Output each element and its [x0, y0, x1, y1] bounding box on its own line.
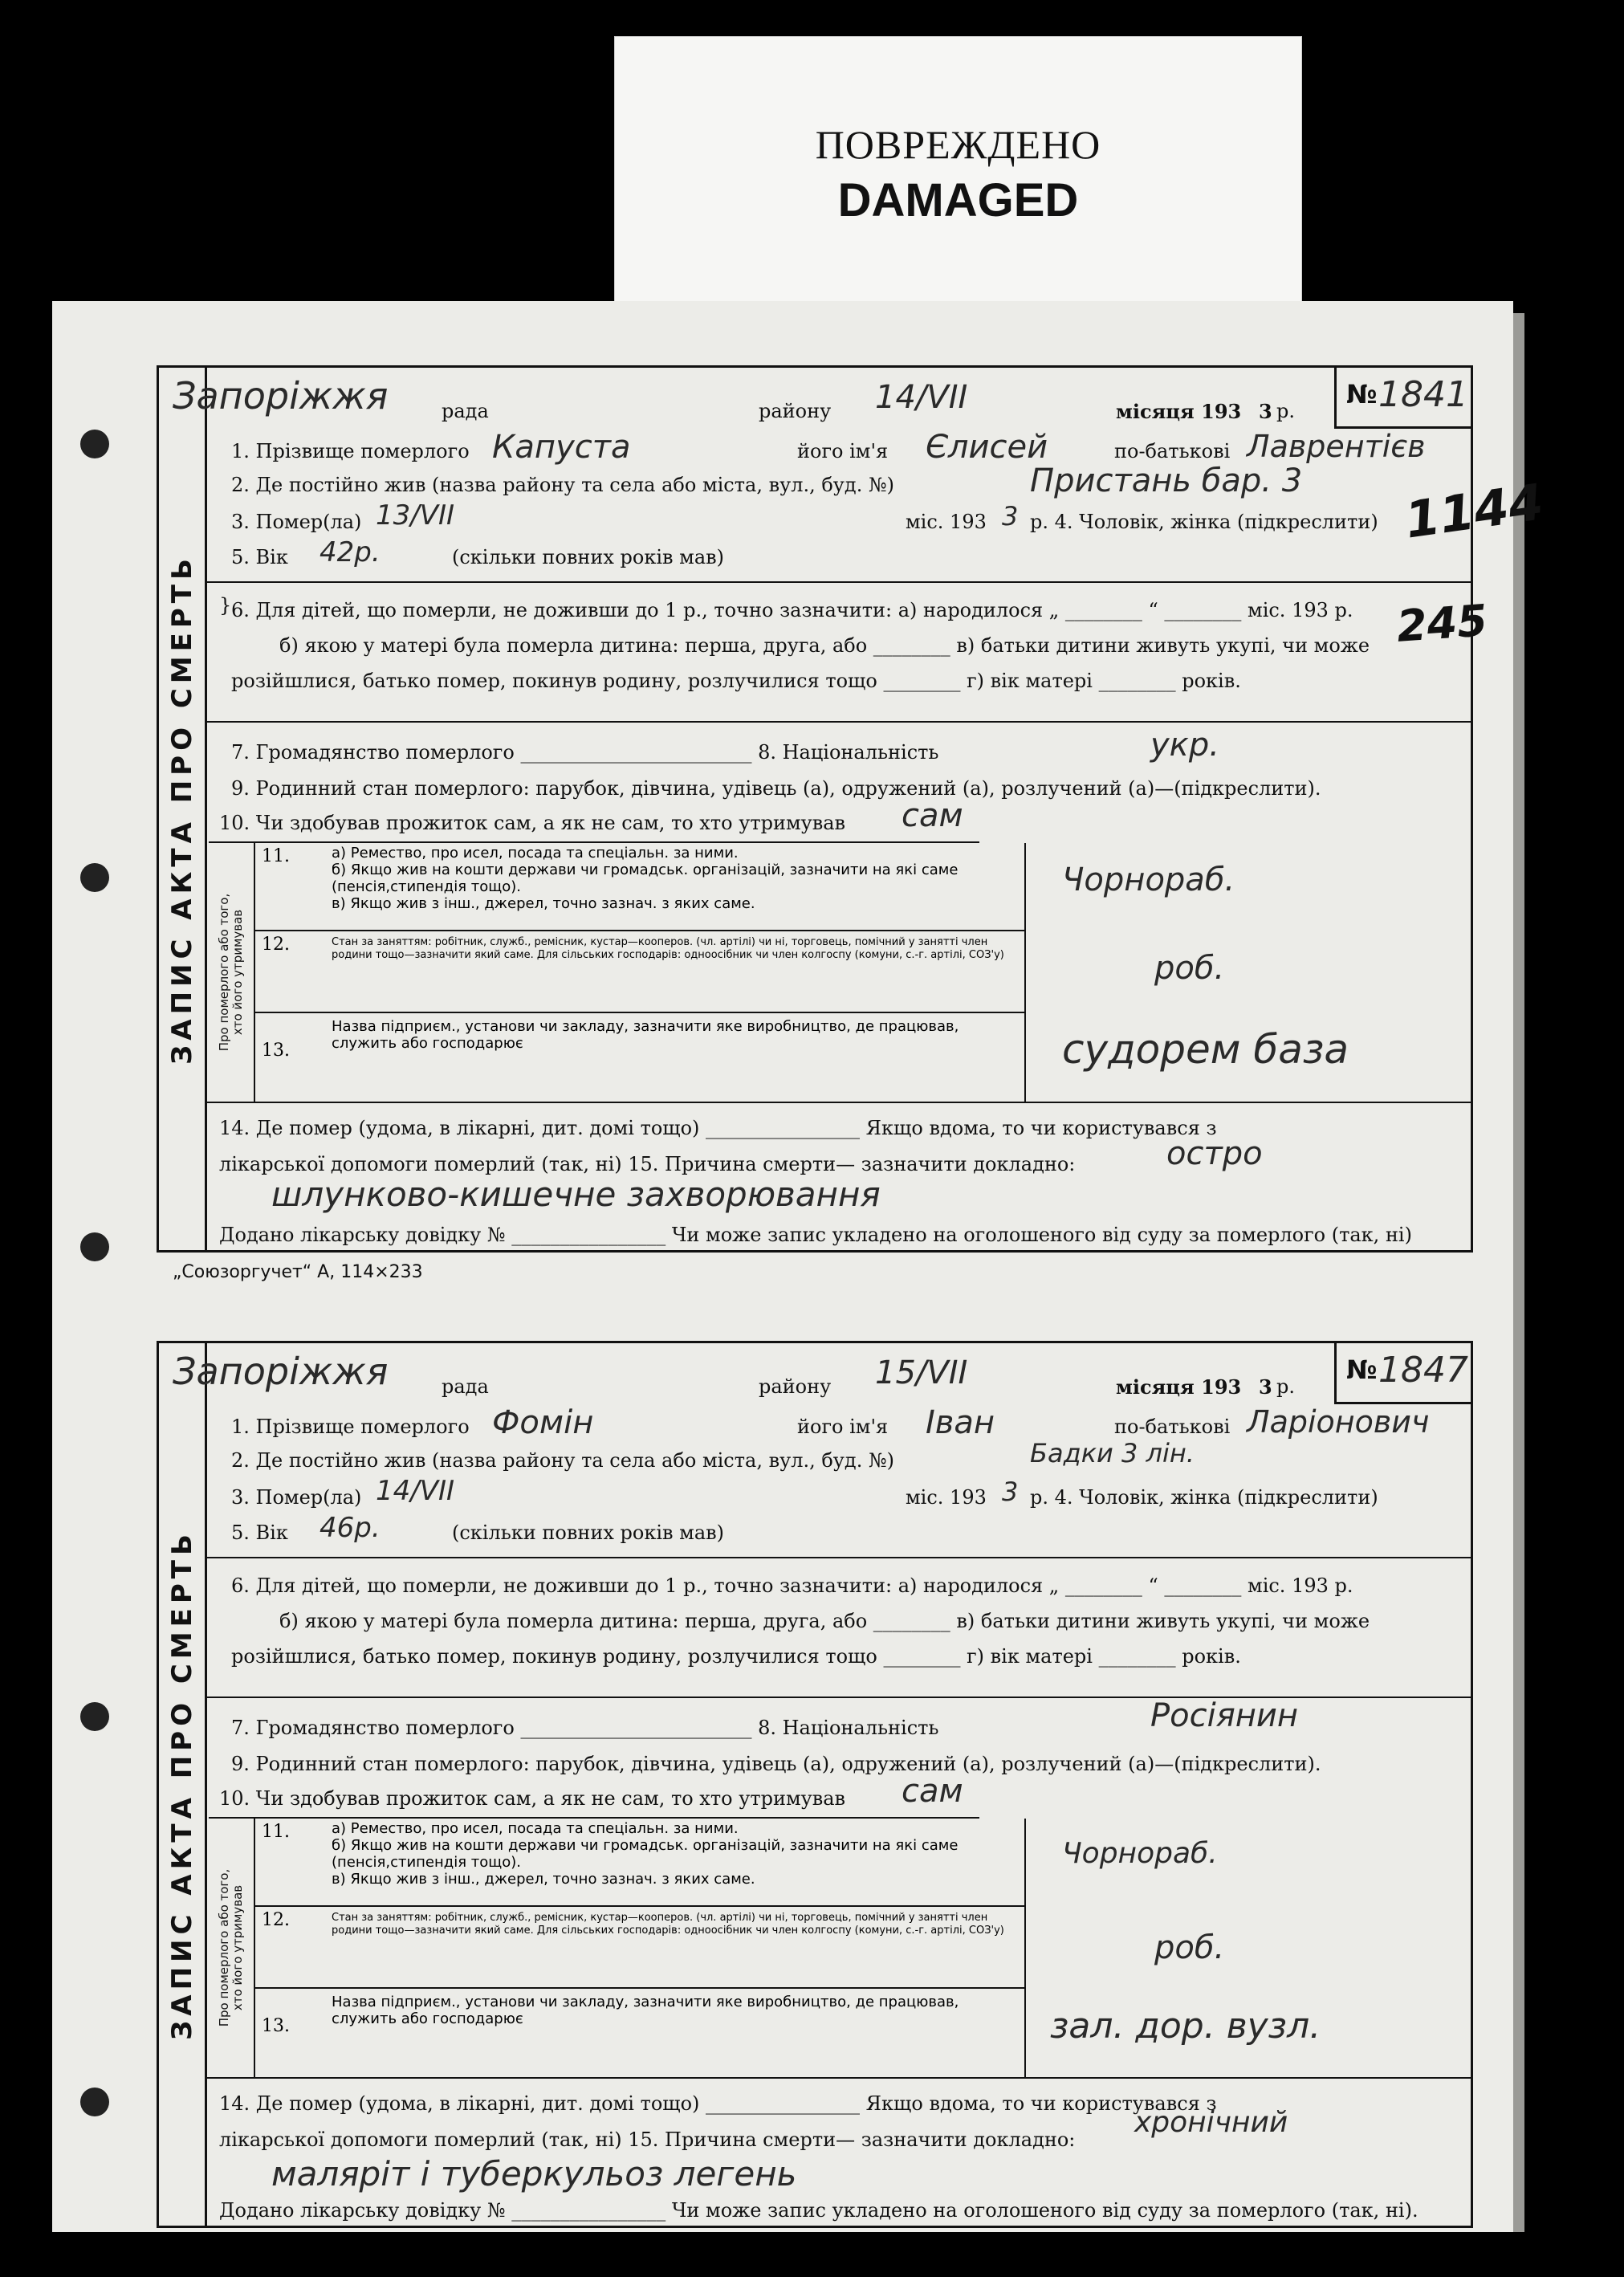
nationality-value: укр. [1150, 727, 1219, 764]
field-address-row [219, 462, 1461, 503]
surname-label: 1. Прізвище померлого [231, 440, 470, 462]
form-print-note: „Союзоргучет“ А, 114×233 [173, 1262, 423, 1282]
death-year-value: 3 [1002, 1477, 1019, 1507]
occupation-hint-b: б) Якщо жив на кошти держави чи громадськ. організацій, зазначити на які саме (пенсія,стипендія тощо). [332, 862, 959, 895]
occupation-value: Чорнораб. [1062, 1837, 1218, 1870]
employment-field-11: 11. а) Ремество, про исел, посада та спеціальн. за ними. б) Якщо жив на кошти держави чи громадськ. організацій, зазначити на які саме (пенсія,стипендія тощо). в) Якщо жив з інш., джерел, точно зазнач. з яких саме. [255, 843, 1026, 930]
damaged-label-en: DAMAGED [837, 174, 1079, 226]
form-side-title: ЗАПИС АКТА ПРО СМЕРТЬ [159, 1343, 207, 2226]
sex-label: р. 4. Чоловік, жінка (підкреслити) [1030, 1486, 1378, 1509]
punch-hole [80, 2088, 109, 2116]
month-label: місяця 193 [1116, 400, 1242, 423]
registration-date: 14/VII [875, 379, 968, 416]
given-name-value: Єлисей [926, 429, 1048, 466]
record-number-box [1334, 368, 1471, 429]
death-month-label: міс. 193 [906, 1486, 987, 1509]
employment-field-12: 12. Стан за заняттям: робітник, служб., ремісник, кустар—кооперов. (чл. артілі) чи ні, торговець, помічний у занятті член родини тощо—зазначити який саме. Для сільських господарів: одноосібник чи член колгоспу (комуни, с.-г. артілі, СОЗ'у) [255, 931, 1026, 1012]
occupation-hint-c: в) Якщо жив з інш., джерел, точно зазнач. з яких саме. [332, 895, 755, 912]
employment-field-11: 11. а) Ремество, про исел, посада та спеціальн. за ними. б) Якщо жив на кошти держави чи громадськ. організацій, зазначити на які саме (пенсія,стипендія тощо). в) Якщо жив з інш., джерел, точно зазнач. з яких саме. [255, 1819, 1026, 1905]
patronymic-label: по-батькові [1114, 1415, 1231, 1438]
patronymic-label: по-батькові [1114, 440, 1231, 462]
given-name-value: Іван [926, 1404, 995, 1441]
death-year-value: 3 [1002, 501, 1019, 532]
death-month-label: міс. 193 [906, 511, 987, 533]
raion-label: району [759, 1375, 832, 1398]
margin-note-top: 1144 [1401, 472, 1547, 550]
address-label: 2. Де постійно жив (назва району та села або міста, вул., буд. №) [231, 474, 895, 496]
death-date-value: 14/VII [376, 1475, 455, 1507]
cause-label: лікарської допомоги померлий (так, ні) 15. Причина смерти— зазначити докладно: [219, 1153, 1076, 1175]
citizenship-label: 7. Громадянство померлого ________________________ 8. Національність [231, 1717, 939, 1739]
patronymic-value: Ларіонович [1247, 1404, 1430, 1440]
status-hint: Стан за заняттям: робітник, служб., ремісник, кустар—кооперов. (чл. артілі) чи ні, торговець, помічний у занятті член родини тощо—зазначити який саме. Для сільських господарів: одноосібник чи член колгоспу (комуни, с.-г. артілі, СОЗ'у) [332, 1912, 1004, 1937]
support-label: 10. Чи здобував прожиток сам, а як не сам, то хто утримував [219, 1787, 846, 1810]
employment-side-label: Про померлого або того, хто його утримував [209, 1819, 255, 2077]
marital-label: 9. Родинний стан померлого: парубок, дівчина, удівець (а), одружений (а), розлучений (а)—(підкреслити). [231, 777, 1321, 800]
divider [207, 2077, 1471, 2079]
patronymic-value: Лаврентієв [1247, 429, 1426, 464]
field-surname-row [219, 1404, 1461, 1443]
workplace-hint: Назва підприєм., установи чи закладу, зазначити яке виробництво, де працював, служить або господарює [332, 1994, 959, 2027]
child-info-line3: розійшлися, батько помер, покинув родину, розлучилися тощо ________ г) вік матері ________ років. [231, 670, 1241, 692]
field-marital-row [219, 1746, 1461, 1778]
surname-value: Фомін [492, 1404, 594, 1441]
rada-name: Запоріжжя [173, 1350, 389, 1393]
divider [207, 721, 1471, 723]
damaged-label-ru: ПОВРЕЖДЕНО [815, 122, 1101, 167]
field-citizenship-row [219, 727, 1461, 768]
record-number: 1847 [1378, 1350, 1468, 1391]
sex-label: р. 4. Чоловік, жінка (підкреслити) [1030, 511, 1378, 533]
death-date-value: 13/VII [376, 499, 455, 532]
death-place-label: 14. Де помер (удома, в лікарні, дит. домі тощо) ________________ Якщо вдома, то чи користувався з [219, 1117, 1217, 1139]
year-r-label: р. [1276, 1375, 1295, 1398]
age-value: 46р. [320, 1512, 381, 1544]
age-label: 5. Вік [231, 546, 288, 568]
occupation-hint-c: в) Якщо жив з інш., джерел, точно зазнач. з яких саме. [332, 1871, 755, 1888]
address-label: 2. Де постійно жив (назва району та села або міста, вул., буд. №) [231, 1449, 895, 1472]
child-info-line1: 6. Для дітей, що померли, не доживши до 1 р., точно зазначити: а) народилося „ ________ “ ________ міс. 193 р. [231, 1574, 1353, 1597]
employment-field-13: 13. Назва підприєм., установи чи закладу, зазначити яке виробництво, де працював, служить або господарює [255, 1989, 1026, 2077]
age-hint: (скільки повних років мав) [452, 546, 725, 568]
rada-label: рада [442, 400, 489, 422]
occupation-value: Чорнораб. [1062, 862, 1235, 898]
year-suffix: 3 [1259, 400, 1272, 423]
status-value: роб. [1154, 1929, 1225, 1966]
cause-value-1: хронічний [1134, 2106, 1288, 2139]
punch-hole [80, 1702, 109, 1731]
support-value: сам [902, 1773, 963, 1810]
support-label: 10. Чи здобував прожиток сам, а як не сам, то хто утримував [219, 812, 846, 834]
death-date-label: 3. Помер(ла) [231, 1486, 362, 1509]
workplace-value: зал. дор. вузл. [1050, 2006, 1321, 2047]
given-name-label: його ім'я [797, 1415, 889, 1438]
surname-label: 1. Прізвище померлого [231, 1415, 470, 1438]
field-support-row [219, 797, 1461, 837]
record-number-box [1334, 1343, 1471, 1404]
occupation-hint-a: а) Ремество, про исел, посада та спеціальн. за ними. [332, 845, 739, 862]
certificate-label: Додано лікарську довідку № ________________ Чи може запис укладено на оголошеного від суду за померлого (так, ні) [219, 1224, 1412, 1246]
field-citizenship-row [219, 1697, 1461, 1744]
child-info-line2: б) якою у матері була померла дитина: перша, друга, або ________ в) батьки дитини живуть укупі, чи може [279, 634, 1370, 657]
year-r-label: р. [1276, 400, 1295, 422]
nationality-value: Росіянин [1150, 1697, 1299, 1734]
raion-label: району [759, 400, 832, 422]
age-hint: (скільки повних років мав) [452, 1521, 725, 1544]
margin-note-second: 245 [1394, 595, 1489, 652]
marital-label: 9. Родинний стан померлого: парубок, дівчина, удівець (а), одружений (а), розлучений (а)—(підкреслити). [231, 1753, 1321, 1775]
field-child-info: 6. Для дітей, що померли, не доживши до 1 р., точно зазначити: а) народилося „ ________ “ ________ міс. 193 р. б) якою у матері була померла дитина: перша, друга, або ________ в) батьки дитини живуть укупі, чи може розійшлися, батько помер, покинув родину, розлучилися тощо ________ г) вік матері ________ років. } [219, 594, 1370, 692]
field-support-row [219, 1773, 1461, 1813]
employment-field-13: 13. Назва підприєм., установи чи закладу, зазначити яке виробництво, де працював, служить або господарює [255, 1013, 1026, 1102]
damaged-label-card [614, 36, 1302, 307]
cause-value-2: маляріт і туберкульоз легень [271, 2154, 797, 2193]
divider [207, 581, 1471, 583]
field-address-row [219, 1438, 1461, 1478]
certificate-label: Додано лікарську довідку № ________________ Чи може запис укладено на оголошеного від суду за померлого (так, ні). [219, 2199, 1418, 2222]
given-name-label: його ім'я [797, 440, 889, 462]
workplace-value: судорем база [1062, 1026, 1349, 1073]
field-death-date-row [219, 499, 1461, 538]
citizenship-label: 7. Громадянство померлого ________________________ 8. Національність [231, 741, 939, 764]
support-value: сам [902, 797, 963, 834]
employment-side-label: Про померлого або того, хто його утримував [209, 843, 255, 1102]
field-certificate-row [219, 2194, 1461, 2226]
field-age-row [219, 538, 1461, 575]
address-value: Бадки 3 лін. [1030, 1438, 1195, 1468]
punch-hole [80, 430, 109, 458]
occupation-hint-a: а) Ремество, про исел, посада та спеціальн. за ними. [332, 1820, 739, 1837]
form-side-title: ЗАПИС АКТА ПРО СМЕРТЬ [159, 368, 207, 1250]
age-label: 5. Вік [231, 1521, 288, 1544]
workplace-hint: Назва підприєм., установи чи закладу, зазначити яке виробництво, де працював, служить або господарює [332, 1018, 959, 1052]
record-number-label: № [1346, 1354, 1378, 1385]
registration-date: 15/VII [875, 1354, 968, 1391]
month-label: місяця 193 [1116, 1375, 1242, 1399]
status-value: роб. [1154, 950, 1225, 987]
record-number-label: № [1346, 379, 1378, 409]
surname-value: Капуста [492, 429, 631, 466]
rada-label: рада [442, 1375, 489, 1398]
occupation-hint-b: б) Якщо жив на кошти держави чи громадськ. організацій, зазначити на які саме (пенсія,стипендія тощо). [332, 1837, 959, 1871]
field-cause-row [219, 2106, 1461, 2157]
death-record-form [157, 1341, 1473, 2228]
field-death-place-row [219, 1110, 1461, 1146]
field-certificate-row [219, 1219, 1461, 1251]
year-suffix: 3 [1259, 1375, 1272, 1399]
divider [207, 1557, 1471, 1558]
cause-value-2: шлунково-кишечне захворювання [271, 1175, 881, 1214]
death-record-form [157, 365, 1473, 1253]
record-number: 1841 [1378, 374, 1468, 415]
employment-field-12: 12. Стан за заняттям: робітник, служб., ремісник, кустар—кооперов. (чл. артілі) чи ні, торговець, помічний у занятті член родини тощо—зазначити який саме. Для сільських господарів: одноосібник чи член колгоспу (комуни, с.-г. артілі, СОЗ'у) [255, 1907, 1026, 1987]
age-value: 42р. [320, 536, 381, 568]
field-marital-row [219, 771, 1461, 803]
field-death-date-row [219, 1475, 1461, 1513]
child-info-line3: розійшлися, батько помер, покинув родину, розлучилися тощо ________ г) вік матері ________ років. [231, 1645, 1241, 1668]
form-header-row [169, 1343, 1330, 1404]
death-date-label: 3. Помер(ла) [231, 511, 362, 533]
field-age-row [219, 1513, 1461, 1550]
punch-hole [80, 863, 109, 892]
punch-hole [80, 1232, 109, 1261]
cause-label: лікарської допомоги померлий (так, ні) 15. Причина смерти— зазначити докладно: [219, 2128, 1076, 2151]
field-child-info [219, 1570, 1461, 1690]
status-hint: Стан за заняттям: робітник, служб., ремісник, кустар—кооперов. (чл. артілі) чи ні, торговець, помічний у занятті член родини тощо—зазначити який саме. Для сільських господарів: одноосібник чи член колгоспу (комуни, с.-г. артілі, СОЗ'у) [332, 936, 1004, 961]
death-place-label: 14. Де помер (удома, в лікарні, дит. домі тощо) ________________ Якщо вдома, то чи користувався з [219, 2092, 1217, 2115]
rada-name: Запоріжжя [173, 374, 389, 418]
child-info-line1: 6. Для дітей, що померли, не доживши до 1 р., точно зазначити: а) народилося „ ________ “ ________ міс. 193 р. [231, 599, 1353, 621]
cause-value-1: остро [1166, 1135, 1263, 1172]
divider [207, 1102, 1471, 1103]
child-info-line2: б) якою у матері була померла дитина: перша, друга, або ________ в) батьки дитини живуть укупі, чи може [279, 1610, 1370, 1632]
address-value: Пристань бар. 3 [1030, 462, 1303, 499]
form-header-row [169, 368, 1330, 429]
paper-edge [1513, 313, 1524, 2232]
